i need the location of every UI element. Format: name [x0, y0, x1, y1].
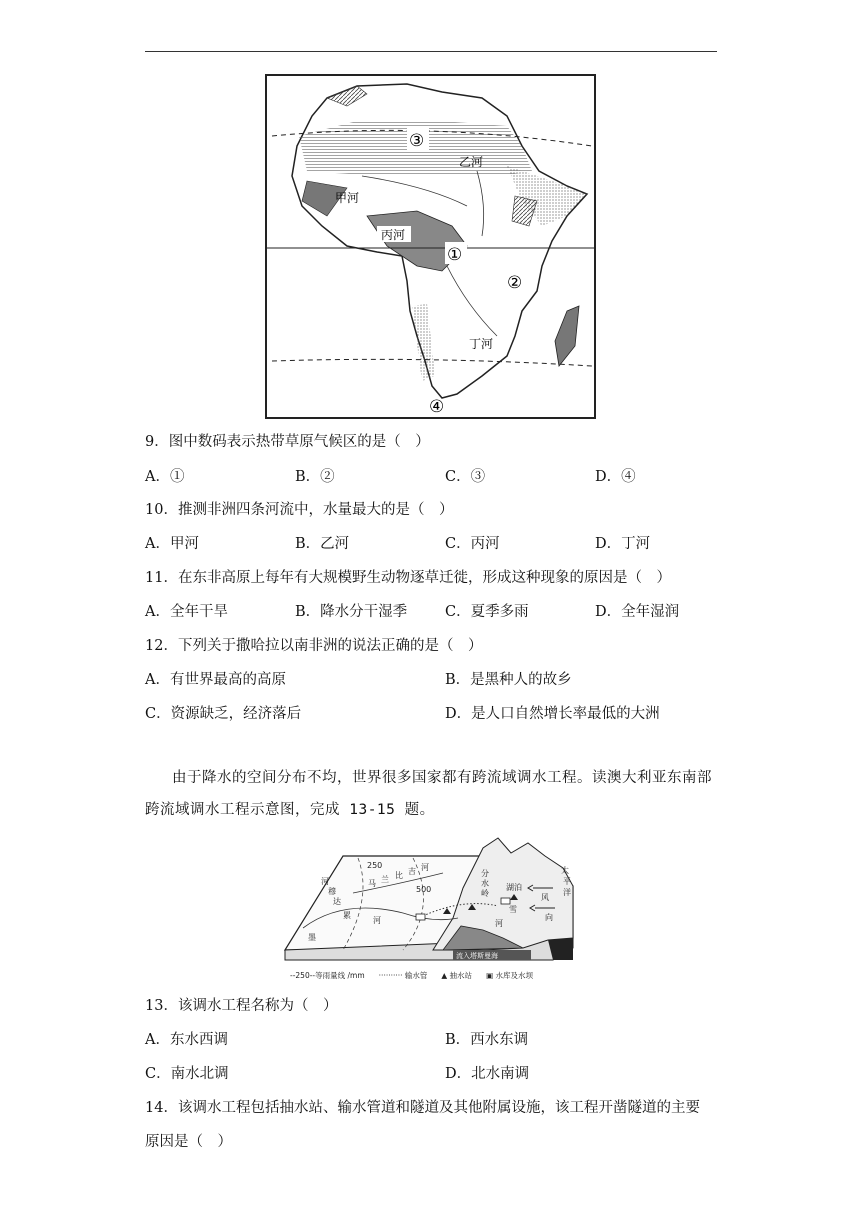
label-murray-river-1: 累	[343, 911, 351, 920]
label-lake: 湖泊	[506, 883, 522, 892]
header-rule	[145, 51, 717, 52]
question-9: 9．图中数码表示热带草原气候区的是（ ）	[145, 434, 430, 450]
q9-option-c[interactable]: C．③	[445, 469, 486, 485]
label-river-ding: 丁河	[469, 337, 494, 351]
label-pacific-2: 平	[563, 877, 571, 886]
label-wind-1: 风	[541, 893, 549, 902]
label-divide-1: 分	[481, 869, 489, 878]
q10-option-c[interactable]: C．丙河	[445, 536, 500, 552]
diagram-legend	[290, 970, 580, 981]
label-murray-river-3: 墨	[308, 933, 316, 942]
q9-option-b[interactable]: B．②	[295, 469, 335, 485]
q13-option-a[interactable]: A．东水西调	[145, 1032, 228, 1048]
label-250: 250	[367, 861, 383, 870]
label-murrumbidgee-2: 兰	[381, 875, 389, 884]
label-murray-3: 达	[333, 897, 341, 906]
question-14: 14．该调水工程包括抽水站、输水管道和隧道及其他附属设施，该工程开凿隧道的主要	[145, 1100, 700, 1116]
label-river-bing: 丙河	[381, 228, 406, 242]
label-river-jia: 甲河	[335, 191, 360, 205]
africa-map	[265, 74, 596, 419]
label-murray-river-2: 河	[373, 916, 381, 925]
label-snowy-1: 雪	[509, 905, 517, 914]
legend-pipeline: ·········· 输水管	[378, 971, 428, 980]
q11-option-a[interactable]: A．全年干旱	[145, 604, 228, 620]
q10-option-d[interactable]: D．丁河	[595, 536, 651, 552]
reservoir-icon	[501, 898, 510, 904]
q12-option-d[interactable]: D．是人口自然增长率最低的大洲	[445, 706, 660, 722]
label-divide-2: 水	[481, 879, 489, 888]
q12-option-b[interactable]: B．是黑种人的故乡	[445, 672, 572, 688]
q12-option-c[interactable]: C．资源缺乏，经济落后	[145, 706, 302, 722]
q12-option-a[interactable]: A．有世界最高的高原	[145, 672, 286, 688]
question-11: 11．在东非高原上每年有大规模野生动物逐草迁徙，形成这种现象的原因是（ ）	[145, 570, 671, 586]
legend-isohyet: --250--等雨量线 /mm	[290, 971, 365, 980]
label-500: 500	[416, 885, 432, 894]
q13-option-c[interactable]: C．南水北调	[145, 1066, 229, 1082]
question-10: 10．推测非洲四条河流中，水量最大的是（ ）	[145, 502, 454, 518]
q10-option-a[interactable]: A．甲河	[145, 536, 199, 552]
madagascar	[555, 306, 579, 366]
label-murrumbidgee-3: 比	[395, 871, 403, 880]
q10-option-b[interactable]: B．乙河	[295, 536, 350, 552]
label-wind-2: 向	[545, 913, 553, 922]
q9-option-a[interactable]: A．①	[145, 469, 185, 485]
label-snowy-2: 河	[495, 919, 503, 928]
q11-option-b[interactable]: B．降水分干湿季	[295, 604, 408, 620]
label-region3: ③	[409, 131, 425, 151]
label-murrumbidgee-1: 马	[368, 879, 376, 888]
q13-option-d[interactable]: D．北水南调	[445, 1066, 530, 1082]
passage-line-2: 跨流域调水工程示意图，完成 13-15 题。	[145, 802, 435, 818]
q11-option-c[interactable]: C．夏季多雨	[445, 604, 529, 620]
label-murrumbidgee-4: 吉	[408, 867, 416, 876]
q13-option-b[interactable]: B．西水东调	[445, 1032, 529, 1048]
q9-option-d[interactable]: D．④	[595, 469, 636, 485]
label-murray-2: 穆	[328, 887, 336, 896]
label-river-yi: 乙河	[459, 155, 484, 169]
q11-option-d[interactable]: D．全年湿润	[595, 604, 680, 620]
label-pacific-3: 洋	[563, 888, 571, 897]
legend-reservoir: ▣ 水库及水坝	[486, 971, 534, 980]
label-tasman-sea: 流入塔斯曼海	[456, 952, 498, 960]
question-12: 12．下列关于撒哈拉以南非洲的说法正确的是（ ）	[145, 638, 483, 654]
water-diversion-diagram	[283, 828, 579, 986]
label-region2: ②	[507, 273, 523, 293]
question-14-continuation: 原因是（ ）	[145, 1134, 232, 1150]
label-pacific-1: 太	[561, 866, 569, 875]
reservoir-icon	[416, 914, 425, 920]
label-region1: ①	[447, 245, 463, 265]
label-region4: ④	[429, 397, 445, 417]
question-13: 13．该调水工程名称为（ ）	[145, 998, 338, 1014]
legend-pump: ▲ 抽水站	[441, 971, 473, 980]
label-murrumbidgee-5: 河	[421, 863, 429, 872]
passage-line-1: 由于降水的空间分布不均，世界很多国家都有跨流域调水工程。读澳大利亚东南部	[172, 770, 712, 786]
label-murray-1: 河	[321, 877, 329, 886]
label-divide-3: 岭	[481, 889, 489, 898]
